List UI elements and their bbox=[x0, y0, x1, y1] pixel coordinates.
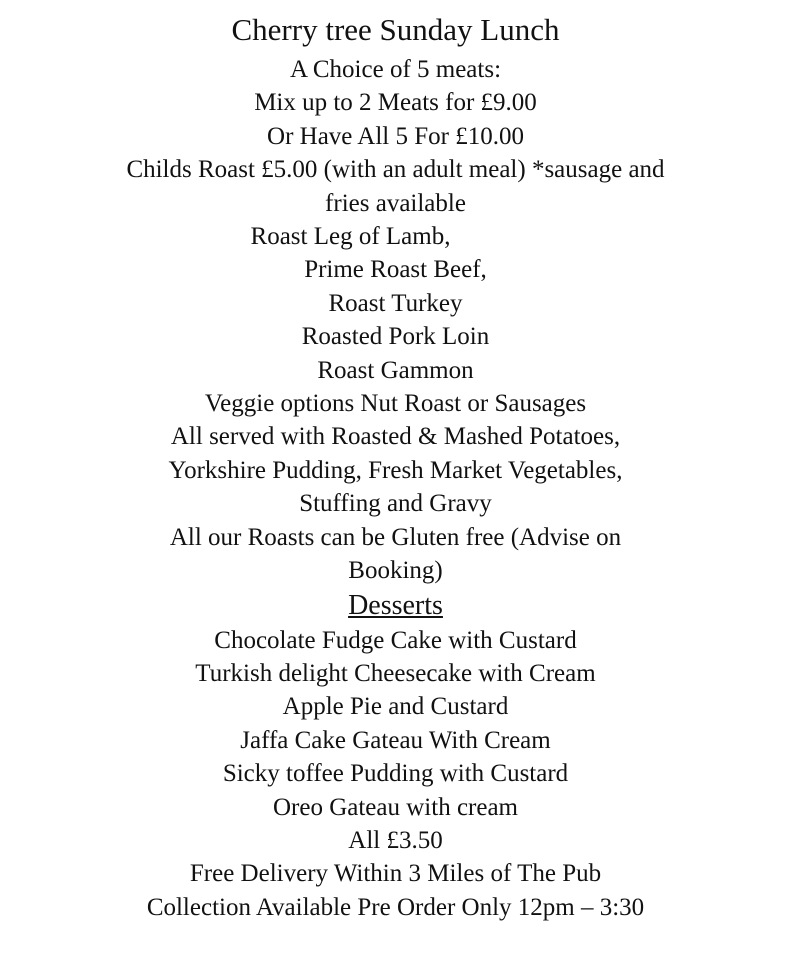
dessert-item: Chocolate Fudge Cake with Custard bbox=[214, 626, 577, 654]
menu-document bbox=[0, 8, 791, 924]
childs-roast-line: Childs Roast £5.00 (with an adult meal) *sausage and fries available bbox=[126, 156, 665, 217]
veggie-options-line: Veggie options Nut Roast or Sausages bbox=[204, 390, 587, 418]
menu-title: Cherry tree Sunday Lunch bbox=[231, 12, 560, 47]
dessert-item: Oreo Gateau with cream bbox=[272, 793, 519, 821]
delivery-line: Free Delivery Within 3 Miles of The Pub bbox=[189, 860, 602, 888]
meat-item-pork: Roasted Pork Loin bbox=[301, 323, 490, 351]
dessert-item: Jaffa Cake Gateau With Cream bbox=[240, 726, 551, 754]
mix-price-line: Mix up to 2 Meats for £9.00 bbox=[254, 89, 537, 117]
meat-item-turkey: Roast Turkey bbox=[328, 289, 463, 317]
meat-choice-line: A Choice of 5 meats: bbox=[289, 56, 502, 83]
meat-item-gammon: Roast Gammon bbox=[317, 356, 474, 384]
dessert-item: Apple Pie and Custard bbox=[282, 693, 509, 721]
all-five-price-line: Or Have All 5 For £10.00 bbox=[267, 122, 524, 150]
dessert-item: Sicky toffee Pudding with Custard bbox=[222, 760, 569, 788]
dessert-item: Turkish delight Cheesecake with Cream bbox=[195, 659, 596, 687]
served-with-line-2: Yorkshire Pudding, Fresh Market Vegetables, bbox=[168, 456, 623, 484]
served-with-line-1: All served with Roasted & Mashed Potatoes, bbox=[170, 423, 621, 451]
served-with-line-3: Stuffing and Gravy bbox=[299, 490, 492, 518]
dessert-price-line: All £3.50 bbox=[348, 826, 443, 854]
gluten-free-note: All our Roasts can be Gluten free (Advise on Booking) bbox=[169, 523, 622, 585]
meat-item-lamb: Roast Leg of Lamb, bbox=[250, 223, 451, 251]
meat-item-beef: Prime Roast Beef, bbox=[304, 256, 487, 284]
desserts-heading: Desserts bbox=[348, 589, 443, 621]
collection-line: Collection Available Pre Order Only 12pm – 3:30 bbox=[146, 893, 645, 921]
